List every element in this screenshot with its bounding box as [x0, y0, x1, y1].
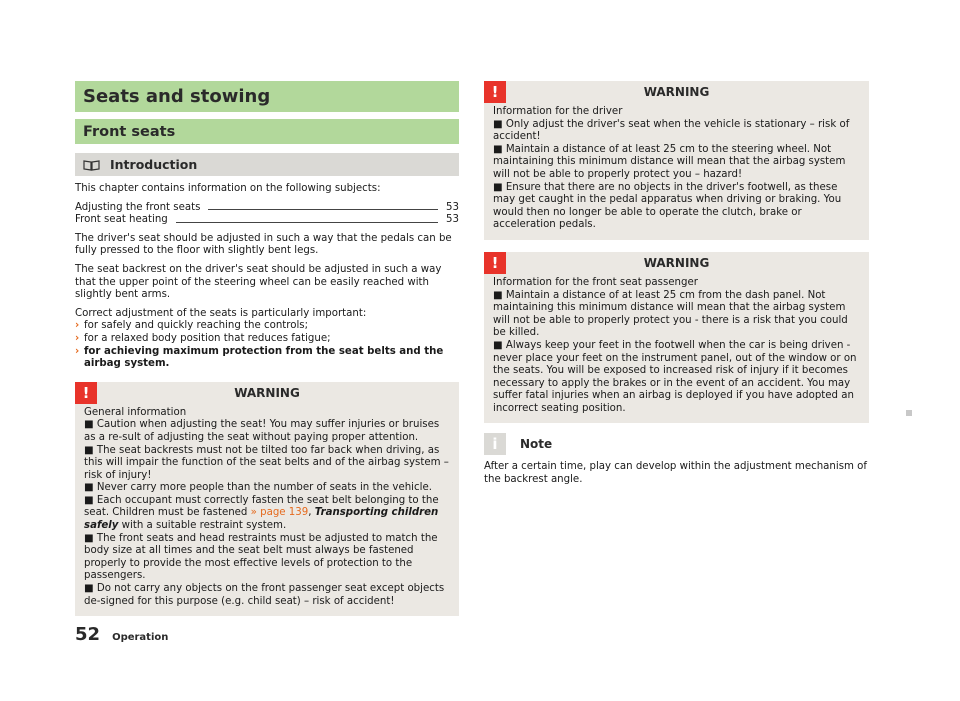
toc-leader	[176, 222, 438, 223]
note-text: After a certain time, play can develop within the adjustment mechanism of the backrest angle.	[484, 461, 867, 486]
note-header	[484, 433, 869, 455]
warning-header	[484, 81, 869, 103]
exclamation-icon: !	[484, 252, 506, 274]
warning-item: ■ Never carry more people than the number of seats in the vehicle.	[84, 482, 432, 494]
list-item-text: for a relaxed body position that reduces fatigue;	[84, 332, 331, 344]
info-icon: i	[484, 433, 506, 455]
chapter-title: Seats and stowing	[75, 81, 459, 112]
warning-heading: Information for the driver	[493, 106, 623, 117]
warning-box	[484, 252, 869, 424]
exclamation-icon: !	[484, 81, 506, 103]
paragraph: Correct adjustment of the seats is particularly important:	[75, 307, 367, 319]
exclamation-icon: !	[75, 382, 97, 404]
warning-title: WARNING	[643, 255, 710, 270]
warning-item: ■ Maintain a distance of at least 25 cm to the steering wheel. Not maintaining this minimum distance will mean that the airbag system will not be able to properly protect you – hazard!	[493, 143, 846, 180]
left-column	[75, 81, 459, 616]
warning-box	[484, 81, 869, 240]
warning-title: WARNING	[643, 85, 710, 99]
toc-label: Adjusting the front seats	[75, 201, 201, 213]
warning-item-text: ■ Each occupant must correctly fasten the seat belt belonging to the seat. Children must be fastened	[84, 494, 439, 519]
warning-item: ■ Do not carry any objects on the front passenger seat except objects de-signed for this purpose (e.g. child seat) – risk of accident!	[84, 583, 445, 607]
page-link[interactable]: » page 139	[250, 507, 309, 519]
warning-item: ■ The seat backrests must not be tilted too far back when driving, as this will impair the function of the seat belts and of the airbag system – risk of injury!	[84, 444, 449, 481]
toc-label: Front seat heating	[75, 214, 168, 226]
right-column	[484, 81, 869, 487]
list-item-text: for achieving maximum protection from the seat belts and the airbag system.	[84, 345, 444, 370]
intro-text: This chapter contains information on the following subjects:	[75, 183, 381, 194]
book-icon	[83, 159, 100, 171]
warning-heading: Information for the front seat passenger	[493, 276, 698, 288]
section-title: Front seats	[75, 119, 459, 144]
paragraph: The driver's seat should be adjusted in such a way that the pedals can be fully pressed to the floor with slightly bent legs.	[75, 232, 452, 257]
toc-page: 53	[446, 201, 459, 213]
chevron-right-icon: ›	[75, 320, 80, 332]
list-item	[75, 346, 459, 371]
page-footer	[75, 624, 168, 645]
warning-item: ■ Only adjust the driver's seat when the vehicle is stationary – risk of accident!	[493, 118, 850, 143]
toc	[75, 202, 459, 227]
warning-item-text: ,	[308, 507, 315, 519]
warning-body	[75, 404, 459, 617]
end-of-section-icon	[906, 410, 912, 416]
warning-item: ■ Caution when adjusting the seat! You may suffer injuries or bruises as a re-sult of adjusting the seat without paying proper attention.	[84, 419, 440, 443]
chevron-right-icon: ›	[75, 345, 80, 357]
bullet-list	[75, 320, 459, 370]
toc-leader	[208, 209, 438, 210]
warning-body	[484, 274, 869, 424]
footer-section: Operation	[112, 632, 169, 643]
list-item	[75, 320, 459, 333]
warning-item	[84, 495, 451, 533]
warning-item-text: with a suitable restraint system.	[118, 520, 287, 532]
warning-item: ■ The front seats and head restraints must be adjusted to match the body size at all times and the seat belt must always be fastened properly to provide the most effective levels of protection to the passengers.	[84, 532, 438, 582]
warning-heading: General information	[84, 406, 187, 418]
introduction-header	[75, 153, 459, 176]
note-title: Note	[520, 437, 553, 452]
list-item	[75, 333, 459, 346]
toc-page: 53	[446, 214, 459, 226]
warning-header	[484, 252, 869, 274]
cross-reference-title: Transporting children safely	[84, 507, 439, 532]
toc-row[interactable]	[75, 214, 459, 227]
list-item-text: for safely and quickly reaching the controls;	[84, 320, 309, 332]
warning-header	[75, 382, 459, 404]
warning-item: ■ Maintain a distance of at least 25 cm from the dash panel. Not maintaining this minimum distance will mean that the airbag system will not be able to properly protect you - there is a risk that you could be killed.	[493, 289, 848, 339]
warning-item: ■ Ensure that there are no objects in the driver's footwell, as these may get caught in the pedal apparatus when driving or braking. You would then no longer be able to operate the clutch, brake or acceleration pedals.	[493, 181, 842, 231]
chevron-right-icon: ›	[75, 332, 80, 344]
toc-row[interactable]	[75, 202, 459, 215]
warning-body	[484, 103, 869, 240]
warning-box	[75, 382, 459, 617]
introduction-label: Introduction	[110, 157, 198, 172]
paragraph: The seat backrest on the driver's seat should be adjusted in such a way that the upper point of the steering wheel can be easily reached with slightly bent arms.	[75, 263, 442, 301]
warning-item: ■ Always keep your feet in the footwell when the car is being driven - never place your feet on the instrument panel, out of the window or on the seats. You will be exposed to increased risk of injury if it becomes necessary to apply the brakes or in the event of an accident. You may suffer fatal injuries when an airbag is deployed if you have adopted an incorrect seating position.	[493, 339, 857, 414]
page-number: 52	[75, 624, 101, 645]
warning-title: WARNING	[234, 385, 300, 400]
